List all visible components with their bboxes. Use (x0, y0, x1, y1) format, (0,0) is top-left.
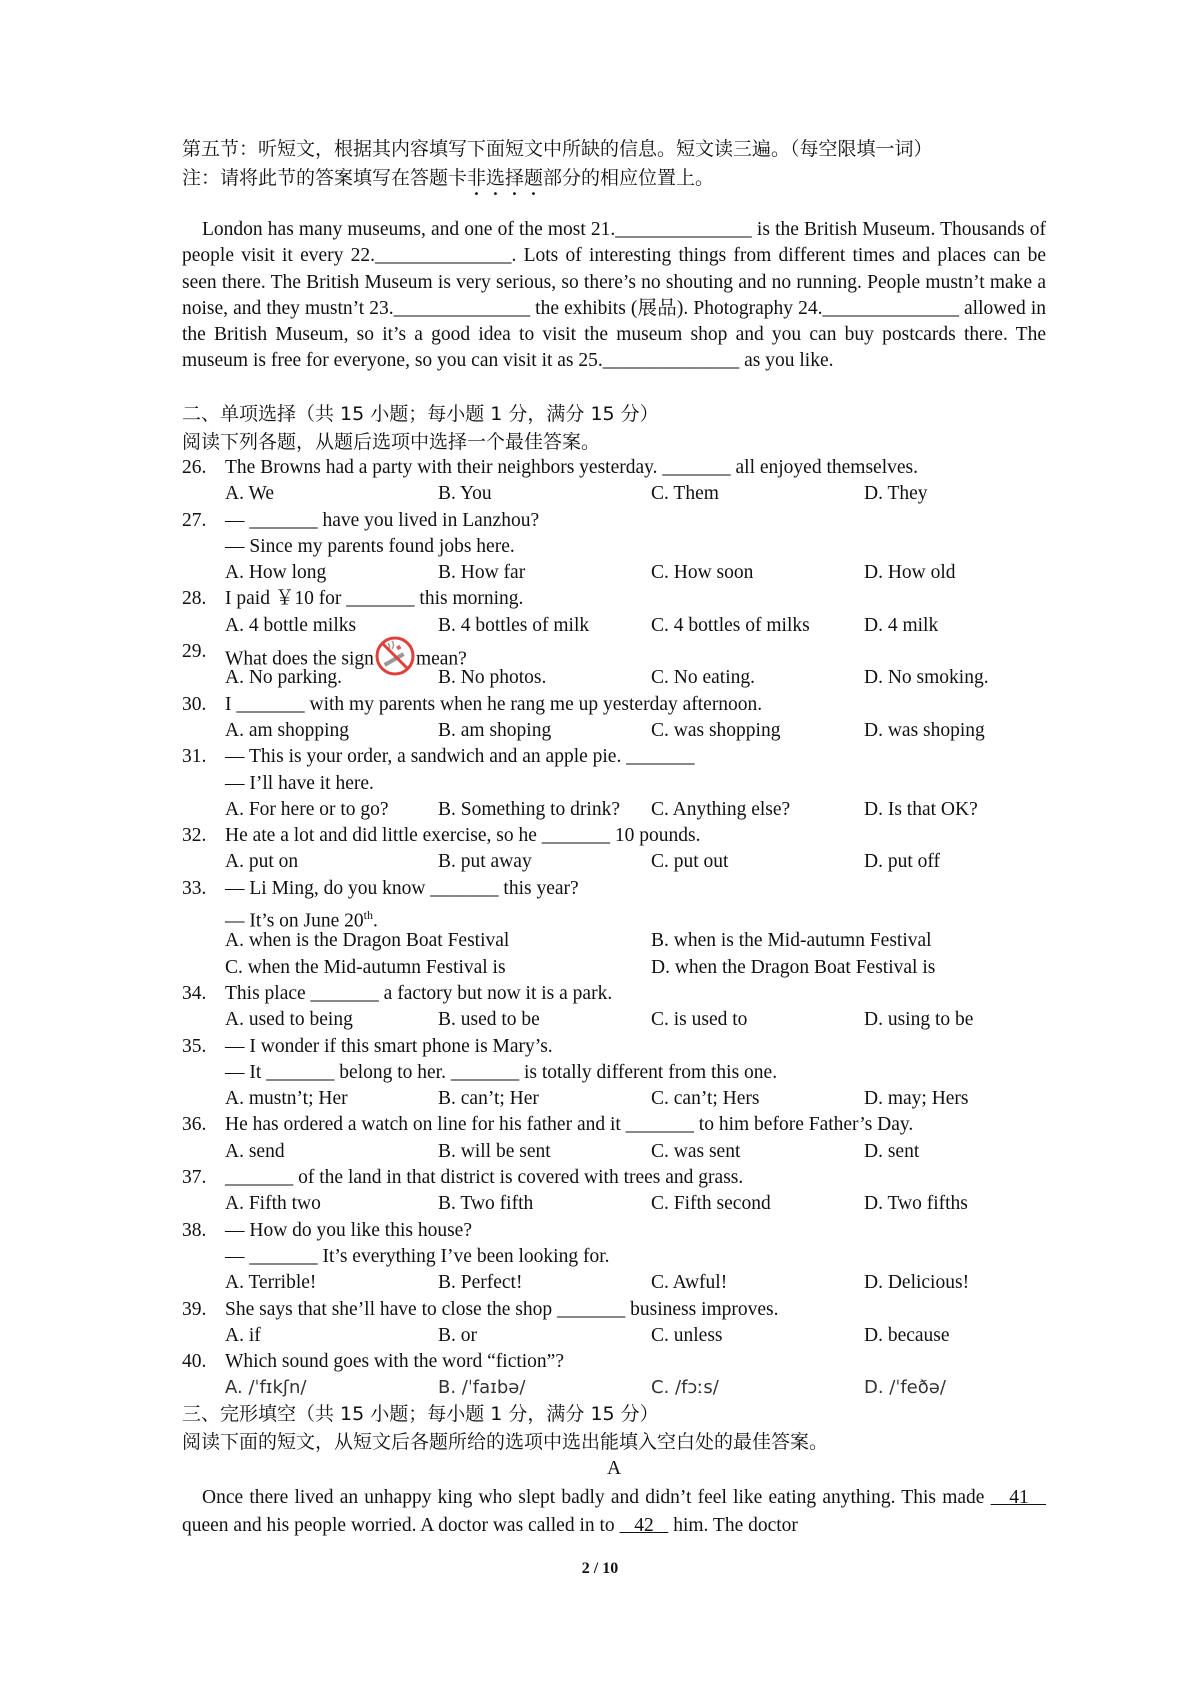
question-number: 30. (182, 693, 207, 715)
question-list (182, 455, 1046, 1402)
option-b[interactable]: B. How far (438, 562, 526, 584)
question-33 (182, 876, 1046, 902)
emphasized-text: 非选择题 (467, 167, 544, 189)
option-c[interactable]: C. can’t; Hers (651, 1088, 760, 1110)
option-c[interactable]: C. is used to (651, 1009, 748, 1031)
part3-instruction: 阅读下面的短文，从短文后各题所给的选项中选出能填入空白处的最佳答案。 (182, 1431, 829, 1453)
cloze-passage: Once there lived an unhappy king who slept badly and didn’t feel like eating anything. This made 41 queen and his people worried. A doctor was called in to 42 him. The doctor (182, 1484, 1046, 1540)
option-d[interactable]: D. /ˈfeðə/ (864, 1377, 946, 1399)
option-b[interactable]: B. am shoping (438, 719, 552, 741)
option-a[interactable]: A. No parking. (225, 667, 342, 689)
page-number: 2 / 10 (581, 1560, 619, 1577)
option-b[interactable]: B. Perfect! (438, 1272, 523, 1294)
question-text: — Since my parents found jobs here. (225, 535, 515, 557)
question-35-line2 (182, 1060, 1046, 1086)
option-b[interactable]: B. when is the Mid-autumn Festival (651, 930, 932, 952)
option-a[interactable]: A. if (225, 1324, 261, 1346)
question-number: 38. (182, 1219, 207, 1241)
question-text: — It _______ belong to her. _______ is totally different from this one. (225, 1061, 778, 1083)
question-28 (182, 586, 1046, 612)
option-d[interactable]: D. may; Hers (864, 1088, 969, 1110)
question-33-line2 (182, 902, 1046, 932)
options-34 (182, 1007, 1046, 1033)
option-a[interactable]: A. /ˈfɪkʃn/ (225, 1377, 307, 1399)
option-b[interactable]: B. put away (438, 851, 532, 873)
options-28 (182, 613, 1046, 639)
option-c[interactable]: C. when the Mid-autumn Festival is (225, 956, 506, 978)
question-number: 33. (182, 877, 207, 899)
question-text: Which sound goes with the word “fiction”? (225, 1351, 564, 1373)
question-number: 39. (182, 1298, 207, 1320)
question-text: — I wonder if this smart phone is Mary’s. (225, 1035, 553, 1057)
option-c[interactable]: C. Anything else? (651, 798, 791, 820)
options-29 (182, 665, 1046, 691)
question-number: 27. (182, 509, 207, 531)
option-c[interactable]: C. unless (651, 1324, 723, 1346)
option-b[interactable]: B. No photos. (438, 667, 547, 689)
option-a[interactable]: A. How long (225, 562, 327, 584)
option-d[interactable]: D. Delicious! (864, 1272, 970, 1294)
question-number: 34. (182, 982, 207, 1004)
question-text: The Browns had a party with their neighbors yesterday. _______ all enjoyed themselves. (225, 457, 918, 478)
question-text: I paid ￥10 for _______ this morning. (225, 588, 524, 610)
question-text: He ate a lot and did little exercise, so he _______ 10 pounds. (225, 825, 701, 847)
option-a[interactable]: A. put on (225, 851, 299, 873)
option-a[interactable]: A. used to being (225, 1009, 353, 1031)
question-37 (182, 1165, 1046, 1191)
blank-41[interactable]: 41 (1009, 1487, 1029, 1508)
option-c[interactable]: C. put out (651, 851, 729, 873)
option-c[interactable]: C. was sent (651, 1140, 741, 1162)
question-29 (182, 639, 1046, 670)
option-c[interactable]: C. Fifth second (651, 1193, 771, 1215)
option-a[interactable]: A. 4 bottle milks (225, 614, 357, 636)
question-39 (182, 1297, 1046, 1323)
question-text: — How do you like this house? (225, 1219, 472, 1241)
option-b[interactable]: B. will be sent (438, 1140, 551, 1162)
question-number: 31. (182, 746, 207, 768)
option-b[interactable]: B. used to be (438, 1009, 540, 1031)
option-b[interactable]: B. or (438, 1324, 477, 1346)
option-d[interactable]: D. Two fifths (864, 1193, 968, 1215)
question-number: 35. (182, 1035, 207, 1057)
question-number: 40. (182, 1351, 207, 1373)
question-number: 32. (182, 825, 207, 847)
section5-title: 第五节：听短文，根据其内容填写下面短文中所缺的信息。短文读三遍。（每空限填一词） (182, 138, 933, 160)
question-26 (182, 455, 1046, 481)
question-text: She says that she’ll have to close the shop _______ business improves. (225, 1298, 779, 1320)
question-text: — _______ have you lived in Lanzhou? (225, 509, 540, 531)
option-d[interactable]: D. when the Dragon Boat Festival is (651, 956, 936, 978)
options-33-row1 (182, 928, 1046, 954)
question-number: 28. (182, 588, 207, 610)
options-40 (182, 1375, 1046, 1401)
options-38 (182, 1270, 1046, 1296)
options-35 (182, 1086, 1046, 1112)
option-a[interactable]: A. Terrible! (225, 1272, 317, 1294)
question-text: I _______ with my parents when he rang me up yesterday afternoon. (225, 693, 763, 715)
options-36 (182, 1139, 1046, 1165)
question-27-line2 (182, 534, 1046, 560)
question-36 (182, 1112, 1046, 1138)
question-27 (182, 508, 1046, 534)
option-d[interactable]: D. How old (864, 562, 956, 584)
options-32 (182, 849, 1046, 875)
part3-title: 三、完形填空（共 15 小题；每小题 1 分，满分 15 分） (182, 1403, 659, 1425)
option-c[interactable]: C. Awful! (651, 1272, 728, 1294)
option-a[interactable]: A. am shopping (225, 719, 350, 741)
passage-heading: A (606, 1458, 622, 1479)
option-b[interactable]: B. Something to drink? (438, 798, 620, 820)
options-37 (182, 1191, 1046, 1217)
option-c[interactable]: C. was shopping (651, 719, 781, 741)
section5-note: 注：请将此节的答案填写在答题卡非选择题部分的相应位置上。 (182, 167, 715, 189)
option-d[interactable]: D. Is that OK? (864, 798, 978, 820)
question-text: _______ of the land in that district is covered with trees and grass. (225, 1167, 744, 1189)
question-text: This place _______ a factory but now it is a park. (225, 982, 613, 1004)
question-30 (182, 692, 1046, 718)
option-b[interactable]: B. You (438, 483, 492, 505)
question-38 (182, 1218, 1046, 1244)
question-32 (182, 823, 1046, 849)
question-number: 26. (182, 457, 207, 478)
option-d[interactable]: D. sent (864, 1140, 920, 1162)
option-d[interactable]: D. because (864, 1324, 950, 1346)
question-text: — It’s on June 20th. (225, 908, 378, 932)
options-30 (182, 718, 1046, 744)
question-38-line2 (182, 1244, 1046, 1270)
question-text: — Li Ming, do you know _______ this year? (225, 877, 579, 899)
option-a[interactable]: A. Fifth two (225, 1193, 321, 1215)
question-text: — I’ll have it here. (225, 772, 374, 794)
option-a[interactable]: A. We (225, 483, 274, 505)
option-c[interactable]: C. /fɔːs/ (651, 1377, 719, 1399)
part2-instruction: 阅读下列各题，从题后选项中选择一个最佳答案。 (182, 431, 601, 453)
question-number: 36. (182, 1114, 207, 1136)
option-b[interactable]: B. can’t; Her (438, 1088, 539, 1110)
option-b[interactable]: B. /ˈfaɪbə/ (438, 1377, 526, 1399)
option-a[interactable]: A. For here or to go? (225, 798, 389, 820)
options-33-row2 (182, 955, 1046, 981)
options-27 (182, 560, 1046, 586)
option-b[interactable]: B. Two fifth (438, 1193, 534, 1215)
question-31 (182, 744, 1046, 770)
question-35 (182, 1034, 1046, 1060)
option-a[interactable]: A. when is the Dragon Boat Festival (225, 930, 510, 952)
part2-title: 二、单项选择（共 15 小题；每小题 1 分，满分 15 分） (182, 403, 659, 425)
option-c[interactable]: C. No eating. (651, 667, 755, 689)
option-c[interactable]: C. Them (651, 483, 719, 505)
option-d[interactable]: D. using to be (864, 1009, 974, 1031)
question-40 (182, 1349, 1046, 1375)
option-c[interactable]: C. How soon (651, 562, 754, 584)
option-d[interactable]: D. put off (864, 851, 941, 873)
question-34 (182, 981, 1046, 1007)
question-text: — _______ It’s everything I’ve been looking for. (225, 1245, 610, 1267)
option-d[interactable]: D. 4 milk (864, 614, 939, 636)
question-number: 37. (182, 1167, 207, 1189)
blank-42[interactable]: 42 (634, 1515, 654, 1536)
option-d[interactable]: D. No smoking. (864, 667, 989, 689)
listening-passage: London has many museums, and one of the most 21.______________ is the British Museum. Thousands of people visit it every 22.______________. Lots of interesting things from different times and places can be seen there. The British Museum is very serious, so there’s no shouting and no running. People mustn’t make a noise, and they mustn’t 23.______________ the exhibits (展品). Photography 24.______________ allowed in the British Museum, so it’s a good idea to visit the museum shop and you can buy postcards there. The museum is free for everyone, so you can visit it as 25.______________ as you like. (182, 219, 1046, 372)
option-c[interactable]: C. 4 bottles of milks (651, 614, 810, 636)
question-text: He has ordered a watch on line for his father and it _______ to him before Father’s Day. (225, 1114, 914, 1136)
question-number: 29. (182, 641, 207, 663)
question-text: — This is your order, a sandwich and an apple pie. _______ (225, 746, 695, 768)
options-39 (182, 1323, 1046, 1349)
option-a[interactable]: A. send (225, 1140, 285, 1162)
options-31 (182, 797, 1046, 823)
option-d[interactable]: D. was shoping (864, 719, 985, 741)
question-31-line2 (182, 771, 1046, 797)
option-d[interactable]: D. They (864, 483, 928, 505)
option-b[interactable]: B. 4 bottles of milk (438, 614, 590, 636)
options-26 (182, 481, 1046, 507)
option-a[interactable]: A. mustn’t; Her (225, 1088, 348, 1110)
question-text: What does the sign mean? (225, 639, 467, 681)
